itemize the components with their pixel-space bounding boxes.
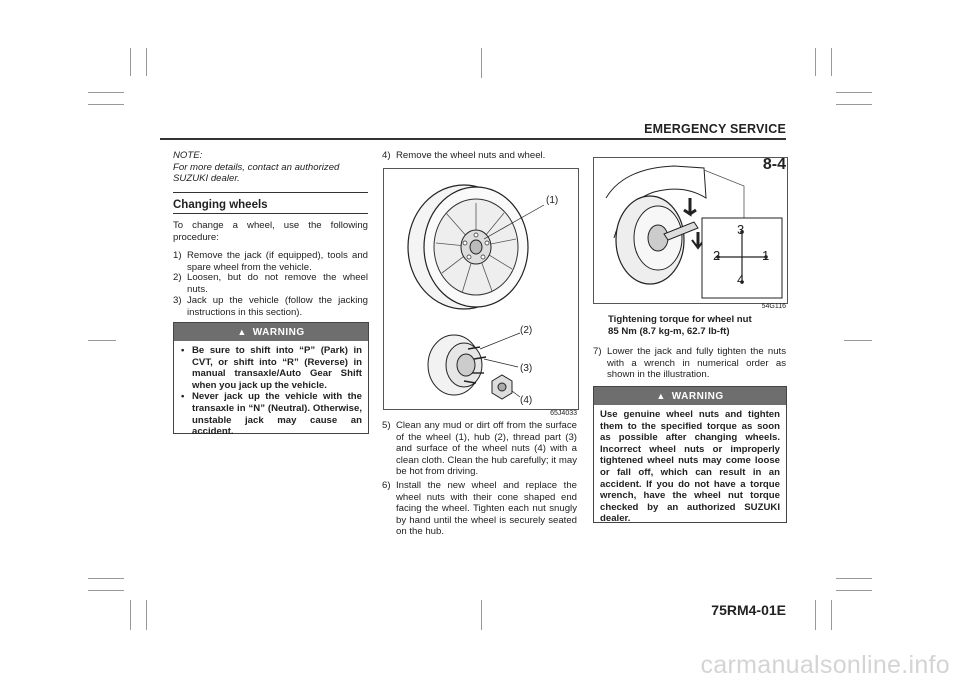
callout-1: (1) bbox=[546, 195, 559, 206]
crop-mark bbox=[88, 104, 124, 105]
step-number: 2) bbox=[173, 272, 182, 283]
warning-header bbox=[594, 387, 786, 405]
step-text: Install the new wheel and replace the wheel nuts with their cone shaped end facing the wheel. Tighten each nut snugly by hand until the wheel is securely seated on the hub. bbox=[396, 480, 577, 538]
step-number: 4) bbox=[382, 150, 391, 161]
crop-mark bbox=[836, 92, 872, 93]
step-3 bbox=[173, 295, 368, 319]
warning-triangle-icon: ▲ bbox=[237, 327, 247, 337]
step-text: Clean any mud or dirt off from the surface of the wheel (1), hub (2), thread part (3) and surface of the wheel nuts (4) with a clean cloth. Clean the hub carefully; it may be hot from driving. bbox=[396, 420, 577, 478]
step-7 bbox=[593, 346, 786, 382]
crop-mark bbox=[844, 340, 872, 341]
crop-mark bbox=[831, 48, 832, 76]
crop-mark bbox=[88, 590, 124, 591]
crop-mark bbox=[815, 600, 816, 630]
step-number: 7) bbox=[593, 346, 602, 357]
wheel-figure bbox=[383, 168, 579, 410]
warning-bullet: • Be sure to shift into “P” (Park) in CVT, or shift into “R” (Reverse) in manual transaxle/Auto Gear Shift when you jack up the vehicle. bbox=[180, 345, 362, 391]
warning-bullet: • Never jack up the vehicle with the transaxle in “N” (Neutral). Otherwise, unstable jack may cause an accident. bbox=[180, 391, 362, 437]
torque-line-2: 85 Nm (8.7 kg-m, 62.7 lb-ft) bbox=[608, 326, 730, 337]
step-number: 5) bbox=[382, 420, 391, 431]
order-label-3: 3 bbox=[737, 222, 745, 237]
note-text: For more details, contact an authorized SUZUKI dealer. bbox=[173, 161, 340, 185]
warning-body: Use genuine wheel nuts and tighten them to the specified torque as soon as possible after changing wheels. Incorrect wheel nuts or improperly tightened wheel nuts may come loose or fall off, which can result in an accident. If you do not have a torque wrench, have the wheel nut torque checked by an authorized SUZUKI dealer. bbox=[600, 409, 780, 525]
step-number: 3) bbox=[173, 295, 182, 306]
step-number: 1) bbox=[173, 250, 182, 261]
step-text: Jack up the vehicle (follow the jacking instructions in this section). bbox=[187, 295, 368, 318]
crop-mark bbox=[815, 48, 816, 76]
step-number: 6) bbox=[382, 480, 391, 491]
step-text: Remove the jack (if equipped), tools and spare wheel from the vehicle. bbox=[187, 250, 368, 273]
warning-triangle-icon: ▲ bbox=[656, 391, 666, 401]
wrench-tightening-illustration bbox=[594, 158, 787, 303]
page-number: 8-4 bbox=[762, 156, 786, 173]
warning-label: WARNING bbox=[252, 327, 305, 338]
crop-mark bbox=[836, 590, 872, 591]
figure-code: 65J4033 bbox=[550, 410, 577, 417]
warning-label: WARNING bbox=[671, 391, 724, 402]
tightening-figure bbox=[593, 157, 788, 304]
callout-4: (4) bbox=[520, 395, 533, 406]
torque-line-1: Tightening torque for wheel nut bbox=[608, 314, 752, 325]
crop-mark bbox=[831, 600, 832, 630]
crop-mark bbox=[88, 578, 124, 579]
warning-box-right bbox=[593, 386, 787, 523]
crop-mark bbox=[146, 600, 147, 630]
section-header-title: EMERGENCY SERVICE bbox=[644, 122, 786, 136]
step-5 bbox=[382, 420, 577, 480]
step-text: Lower the jack and fully tighten the nuts with a wrench in numerical order as shown in the illustration. bbox=[607, 346, 786, 381]
crop-mark bbox=[481, 600, 482, 630]
crop-mark bbox=[836, 578, 872, 579]
step-text: Remove the wheel nuts and wheel. bbox=[396, 150, 546, 161]
intro-paragraph: To change a wheel, use the following procedure: bbox=[173, 220, 368, 243]
crop-mark bbox=[146, 48, 147, 76]
warning-box-left bbox=[173, 322, 369, 438]
crop-mark bbox=[481, 48, 482, 78]
crop-mark bbox=[130, 600, 131, 630]
step-2 bbox=[173, 272, 368, 296]
step-4 bbox=[382, 150, 577, 164]
section-title: Changing wheels bbox=[173, 199, 268, 211]
document-code: 75RM4-01E bbox=[711, 602, 786, 618]
order-label-4: 4 bbox=[737, 272, 745, 287]
order-label-1: 1 bbox=[762, 248, 770, 263]
note-label: NOTE: bbox=[173, 150, 203, 161]
crop-mark bbox=[130, 48, 131, 76]
step-1 bbox=[173, 250, 368, 274]
warning-body bbox=[174, 341, 368, 442]
section-rule-top bbox=[173, 192, 368, 193]
watermark: carmanualsonline.info bbox=[700, 651, 950, 679]
callout-2: (2) bbox=[520, 325, 533, 336]
section-rule-bottom bbox=[173, 213, 368, 214]
step-text: Loosen, but do not remove the wheel nuts. bbox=[187, 272, 368, 295]
crop-mark bbox=[88, 92, 124, 93]
header-rule bbox=[160, 138, 786, 140]
figure-code: 54G116 bbox=[761, 303, 786, 310]
warning-header bbox=[174, 323, 368, 341]
callout-3: (3) bbox=[520, 363, 533, 374]
crop-mark bbox=[836, 104, 872, 105]
order-label-2: 2 bbox=[713, 248, 721, 263]
left-column bbox=[173, 150, 368, 185]
crop-mark bbox=[88, 340, 116, 341]
step-6 bbox=[382, 480, 577, 540]
